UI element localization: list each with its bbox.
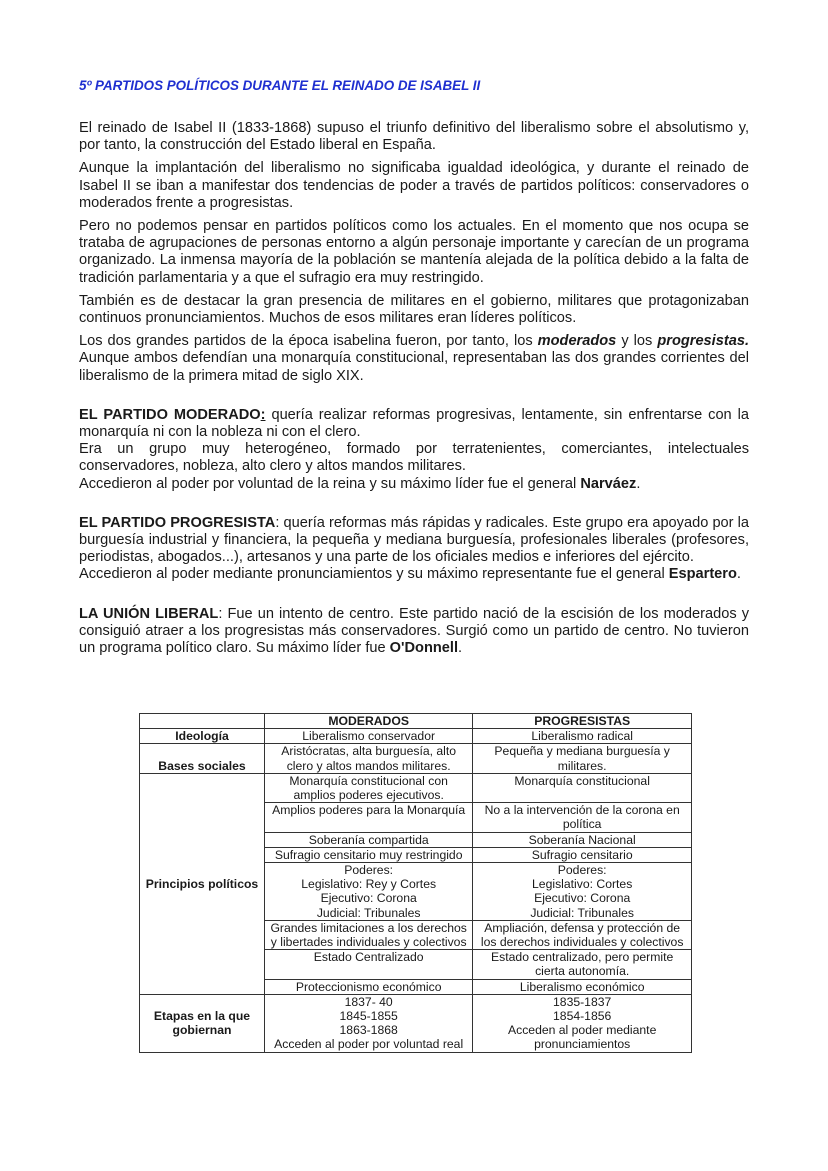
- header-progresistas: PROGRESISTAS: [473, 714, 692, 729]
- header-moderados: MODERADOS: [265, 714, 473, 729]
- row-label-bases: Bases sociales: [140, 744, 265, 773]
- table-row: Sufragio censitario muy restringido Sufragio censitario: [140, 847, 692, 862]
- table-row: Amplios poderes para la Monarquía No a la intervención de la corona en política: [140, 803, 692, 832]
- row-label-etapas: Etapas en la que gobiernan: [140, 994, 265, 1052]
- intro-paragraph-3: Pero no podemos pensar en partidos políticos como los actuales. En el momento que nos ocupa se trataba de agrupaciones de personas entorno a algún personaje importante y carecían de un programa organizado. La inmensa mayoría de la población se mantenía alejada de la política debido a la falta de tradición parlamentaria y a que el sufragio era muy restringido.: [79, 218, 749, 286]
- intro-paragraph-1: El reinado de Isabel II (1833-1868) supuso el triunfo definitivo del liberalismo sobre el absolutismo y, por tanto, la construcción del Estado liberal en España.: [79, 120, 749, 154]
- leader-narvaez: Narváez: [580, 475, 637, 492]
- heading-union: LA UNIÓN LIBERAL: [79, 605, 219, 622]
- page-title: 5º PARTIDOS POLÍTICOS DURANTE EL REINADO DE ISABEL II: [79, 78, 481, 93]
- table-row: Principios políticos Monarquía constitucional con amplios poderes ejecutivos. Monarquía constitucional: [140, 773, 692, 802]
- row-label-ideologia: Ideología: [140, 729, 265, 744]
- section-union: LA UNIÓN LIBERAL: Fue un intento de centro. Este partido nació de la escisión de los moderados y consiguió atraer a los progresistas más conservadores. Surgió como un partido de centro. No tuvieron un programa político claro. Su máximo líder fue O'Donnell.: [79, 605, 749, 657]
- leader-odonnell: O'Donnell: [389, 640, 459, 657]
- table-header-row: [140, 714, 692, 729]
- etapas-moderados: 1837- 40 1845-1855 1863-1868 Acceden al poder por voluntad real: [265, 994, 473, 1052]
- table-row: Estado Centralizado Estado centralizado, pero permite cierta autonomía.: [140, 950, 692, 979]
- heading-moderado: EL PARTIDO MODERADO: [79, 406, 261, 423]
- section-moderado: EL PARTIDO MODERADO: quería realizar reformas progresivas, lentamente, sin enfrentarse con la monarquía ni con la nobleza ni con el clero. Era un grupo muy heterogéneo, formado por terratenientes, comerciantes, intelectuales conservadores, nobleza, alto clero y altos mandos militares. Accedieron al poder por voluntad de la reina y su máximo líder fue el general Narváez.: [79, 406, 749, 492]
- table-row: Proteccionismo económico Liberalismo económico: [140, 979, 692, 994]
- leader-espartero: Espartero: [668, 566, 737, 583]
- table-row: Bases sociales Aristócratas, alta burguesía, alto clero y altos mandos militares. Pequeña y mediana burguesía y militares.: [140, 744, 692, 773]
- intro-paragraph-5: Los dos grandes partidos de la época isabelina fueron, por tanto, los moderados y los progresistas. Aunque ambos defendían una monarquía constitucional, representaban las dos grandes corrientes del liberalismo de la primera mitad de siglo XIX.: [79, 333, 749, 384]
- poderes-moderados: Poderes: Legislativo: Rey y Cortes Ejecutivo: Corona Judicial: Tribunales: [265, 863, 473, 921]
- poderes-progresistas: Poderes: Legislativo: Cortes Ejecutivo: Corona Judicial: Tribunales: [473, 863, 692, 921]
- document-page: [79, 78, 749, 657]
- emph-moderados: moderados: [537, 333, 617, 350]
- section-progresista: EL PARTIDO PROGRESISTA: quería reformas más rápidas y radicales. Este grupo era apoyado por la burguesía industrial y financiera, la pequeña y mediana burguesía, profesionales liberales (profesores, periodistas, abogados...), artesanos y una parte de los oficiales medios e inferiores del ejército. Accedieron al poder mediante pronunciamientos y su máximo representante fue el general Espartero.: [79, 514, 750, 583]
- intro-paragraph-4: También es de destacar la gran presencia de militares en el gobierno, militares que protagonizaban continuos pronunciamientos. Muchos de esos militares eran líderes políticos.: [79, 292, 749, 327]
- row-label-principios: Principios políticos: [140, 773, 265, 994]
- table-row: [140, 994, 692, 1052]
- table-row: Soberanía compartida Soberanía Nacional: [140, 832, 692, 847]
- emph-progresistas: progresistas.: [657, 333, 749, 350]
- comparison-table: [139, 713, 692, 1053]
- table-row: Ideología Liberalismo conservador Liberalismo radical: [140, 729, 692, 744]
- etapas-progresistas: 1835-1837 1854-1856 Acceden al poder mediante pronunciamientos: [473, 994, 692, 1052]
- intro-paragraph-2: Aunque la implantación del liberalismo no significaba igualdad ideológica, y durante el reinado de Isabel II se iban a manifestar dos tendencias de poder a través de partidos políticos: conservadores o moderados frente a progresistas.: [79, 160, 749, 211]
- table-row: Grandes limitaciones a los derechos y libertades individuales y colectivos Ampliación, defensa y protección de los derechos individuales y colectivos: [140, 920, 692, 949]
- heading-progresista: EL PARTIDO PROGRESISTA: [79, 514, 276, 531]
